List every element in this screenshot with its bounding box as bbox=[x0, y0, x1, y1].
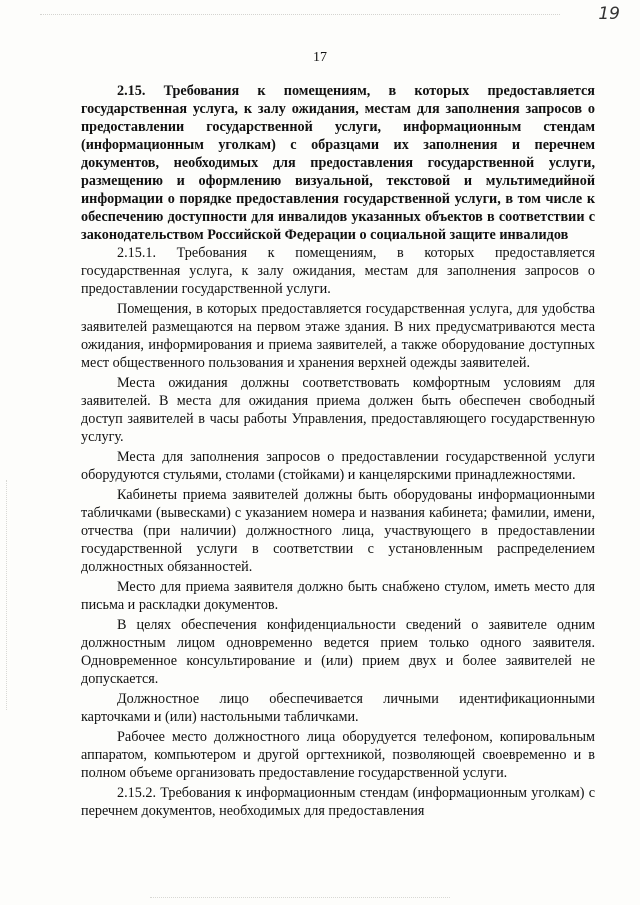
page-number: 17 bbox=[313, 50, 327, 65]
paragraph: Кабинеты приема заявителей должны быть оборудованы информационными табличками (вывесками) с указанием номера и названия кабинета; фамилии, имени, отчества (при наличии) должностного лица, участвующего в предоставлении государственной услуги в соответствии с установленным распределением должностных обязанностей. bbox=[81, 487, 595, 575]
paragraph: Должностное лицо обеспечивается личными идентификационными карточками и (или) настольными табличками. bbox=[81, 691, 595, 725]
handwritten-sheet-number: 19 bbox=[598, 4, 620, 24]
document-body bbox=[81, 82, 595, 820]
scan-artifact-top bbox=[40, 14, 560, 16]
paragraph: 2.15.2. Требования к информационным стендам (информационным уголкам) с перечнем документов, необходимых для предоставления bbox=[81, 785, 595, 819]
paragraph: Места ожидания должны соответствовать комфортным условиям для заявителей. В места для ожидания приема должен быть обеспечен свободный доступ заявителей в часы работы Управления, предоставляющего государственную услугу. bbox=[81, 375, 595, 445]
paragraph: 2.15.1. Требования к помещениям, в которых предоставляется государственная услуга, к залу ожидания, местам для заполнения запросов о предоставлении государственной услуги. bbox=[81, 245, 595, 297]
paragraph: Место для приема заявителя должно быть снабжено стулом, иметь место для письма и раскладки документов. bbox=[81, 579, 595, 613]
section-heading: 2.15. Требования к помещениям, в которых предоставляется государственная услуга, к залу ожидания, местам для заполнения запросов о предоставлении государственной услуги, информационным стендам (информационным уголкам) с образцами их заполнения и перечнем документов, необходимых для предоставления государственной услуги, размещению и оформлению визуальной, текстовой и мультимедийной информации о порядке предоставления государственной услуги, в том числе к обеспечению доступности для инвалидов указанных объектов в соответствии с законодательством Российской Федерации о социальной защите инвалидов bbox=[81, 83, 595, 243]
paragraph: Рабочее место должностного лица оборудуется телефоном, копировальным аппаратом, компьютером и другой оргтехникой, позволяющей своевременно и в полном объеме организовать предоставление государственной услуги. bbox=[81, 729, 595, 781]
paragraph: Места для заполнения запросов о предоставлении государственной услуги оборудуются стульями, столами (стойками) и канцелярскими принадлежностями. bbox=[81, 449, 595, 483]
paragraph: В целях обеспечения конфиденциальности сведений о заявителе одним должностным лицом одновременно ведется прием только одного заявителя. Одновременное консультирование и (или) прием двух и более заявителей не допускается. bbox=[81, 617, 595, 687]
paragraph: Помещения, в которых предоставляется государственная услуга, для удобства заявителей размещаются на первом этаже здания. В них предусматриваются места ожидания, информирования и приема заявителей, а также оборудование доступных мест общественного пользования и хранения верхней одежды заявителей. bbox=[81, 301, 595, 371]
scan-artifact-bottom bbox=[150, 897, 450, 899]
scan-artifact-left bbox=[6, 480, 8, 710]
